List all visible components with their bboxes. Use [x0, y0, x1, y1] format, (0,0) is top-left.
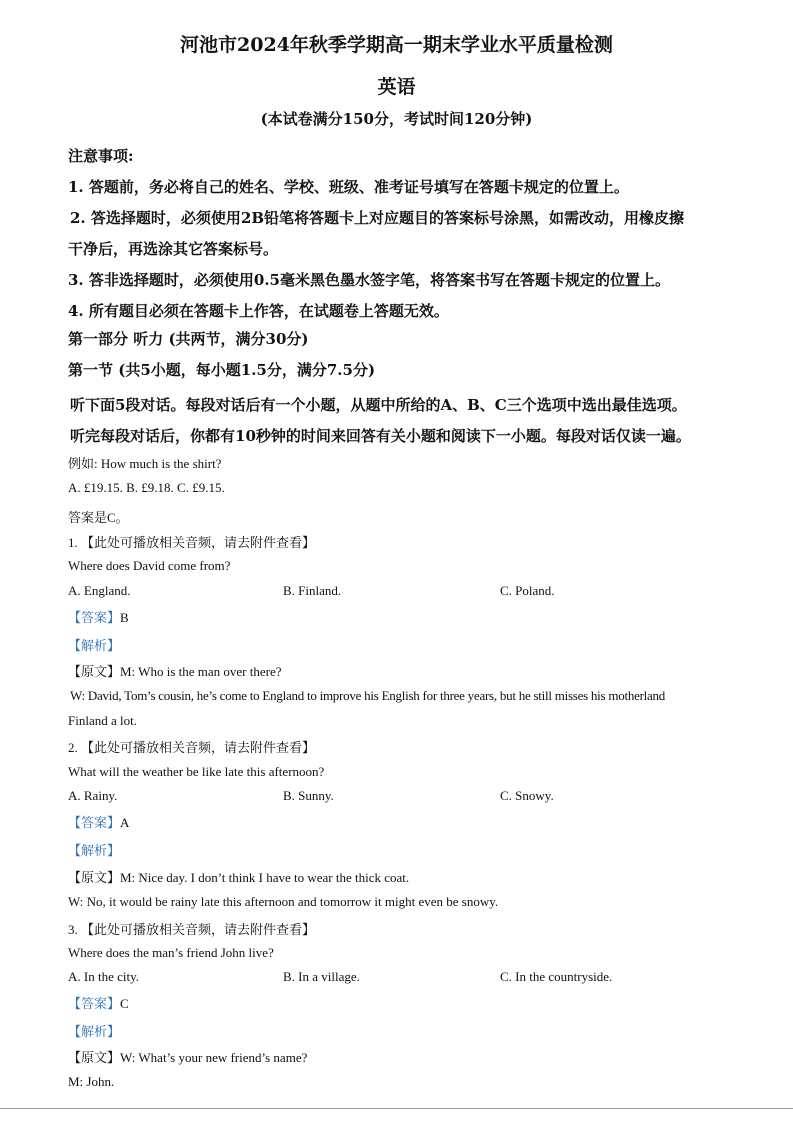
transcript-line: M: John.	[68, 1074, 115, 1089]
analysis-label: 【解析】	[68, 638, 121, 653]
answer-value: C	[120, 996, 129, 1011]
answer-value: A	[120, 815, 130, 830]
option-b: B. Finland.	[283, 583, 342, 598]
option-b: B. In a village.	[283, 969, 360, 984]
option-b: B. Sunny.	[283, 788, 334, 803]
answer-line	[68, 993, 129, 1012]
answer-line	[68, 812, 129, 831]
notice-item: 干净后，再选涂其它答案标号。	[68, 240, 279, 258]
answer-label: 【答案】	[68, 815, 121, 830]
notice-heading: 注意事项:	[68, 147, 134, 165]
answer-line	[68, 607, 129, 626]
notice-item: 1. 答题前，务必将自己的姓名、学校、班级、准考证号填写在答题卡规定的位置上。	[68, 178, 629, 196]
option-a: A. England.	[68, 583, 131, 598]
question-audio: 2. 【此处可播放相关音频，请去附件查看】	[68, 740, 316, 755]
transcript-line: W: David, Tom’s cousin, he’s come to England to improve his English for three years, but he still misses his motherland	[70, 688, 666, 703]
analysis-label: 【解析】	[68, 1024, 121, 1039]
answer-label: 【答案】	[68, 996, 121, 1011]
transcript-line: 【原文】M: Nice day. I don’t think I have to wear the thick coat.	[68, 870, 410, 885]
option-c: C. Snowy.	[500, 788, 554, 803]
exam-title: 河池市2024年秋季学期高一期末学业水平质量检测	[180, 34, 613, 56]
subject-title: 英语	[377, 76, 416, 98]
transcript-line: 【原文】W: What’s your new friend’s name?	[68, 1050, 308, 1065]
answer-value: B	[120, 610, 129, 625]
page-bottom-rule	[0, 1108, 793, 1109]
question-audio: 1. 【此处可播放相关音频，请去附件查看】	[68, 535, 316, 550]
exam-note: (本试卷满分150分，考试时间120分钟)	[260, 110, 533, 128]
question-audio: 3. 【此处可播放相关音频，请去附件查看】	[68, 922, 316, 937]
example-answer: 答案是C。	[68, 510, 129, 525]
instruction-line: 听下面5段对话。每段对话后有一个小题，从题中所给的A、B、C三个选项中选出最佳选项。	[70, 396, 687, 414]
option-c: C. Poland.	[500, 583, 555, 598]
analysis-label: 【解析】	[68, 843, 121, 858]
notice-item: 2. 答选择题时，必须使用2B铅笔将答题卡上对应题目的答案标号涂黑，如需改动，用橡皮擦	[70, 209, 685, 227]
example-options: A. £19.15. B. £9.18. C. £9.15.	[68, 480, 225, 495]
question-stem: What will the weather be like late this afternoon?	[68, 764, 325, 779]
section1-heading: 第一节 (共5小题，每小题1.5分，满分7.5分)	[68, 361, 376, 379]
question-stem: Where does the man’s friend John live?	[68, 945, 274, 960]
example-question: 例如: How much is the shirt?	[68, 456, 222, 471]
answer-label: 【答案】	[68, 610, 121, 625]
transcript-line: 【原文】M: Who is the man over there?	[68, 664, 282, 679]
notice-item: 3. 答非选择题时，必须使用0.5毫米黑色墨水签字笔，将答案书写在答题卡规定的位置上。	[68, 271, 670, 289]
question-stem: Where does David come from?	[68, 558, 231, 573]
option-a: A. Rainy.	[68, 788, 118, 803]
transcript-line: W: No, it would be rainy late this afternoon and tomorrow it might even be snowy.	[68, 894, 499, 909]
transcript-line: Finland a lot.	[68, 713, 137, 728]
option-a: A. In the city.	[68, 969, 139, 984]
part1-heading: 第一部分 听力 (共两节，满分30分)	[68, 330, 309, 348]
notice-item: 4. 所有题目必须在答题卡上作答，在试题卷上答题无效。	[68, 302, 449, 320]
instruction-line: 听完每段对话后，你都有10秒钟的时间来回答有关小题和阅读下一小题。每段对话仅读一遍。	[70, 427, 691, 445]
option-c: C. In the countryside.	[500, 969, 613, 984]
